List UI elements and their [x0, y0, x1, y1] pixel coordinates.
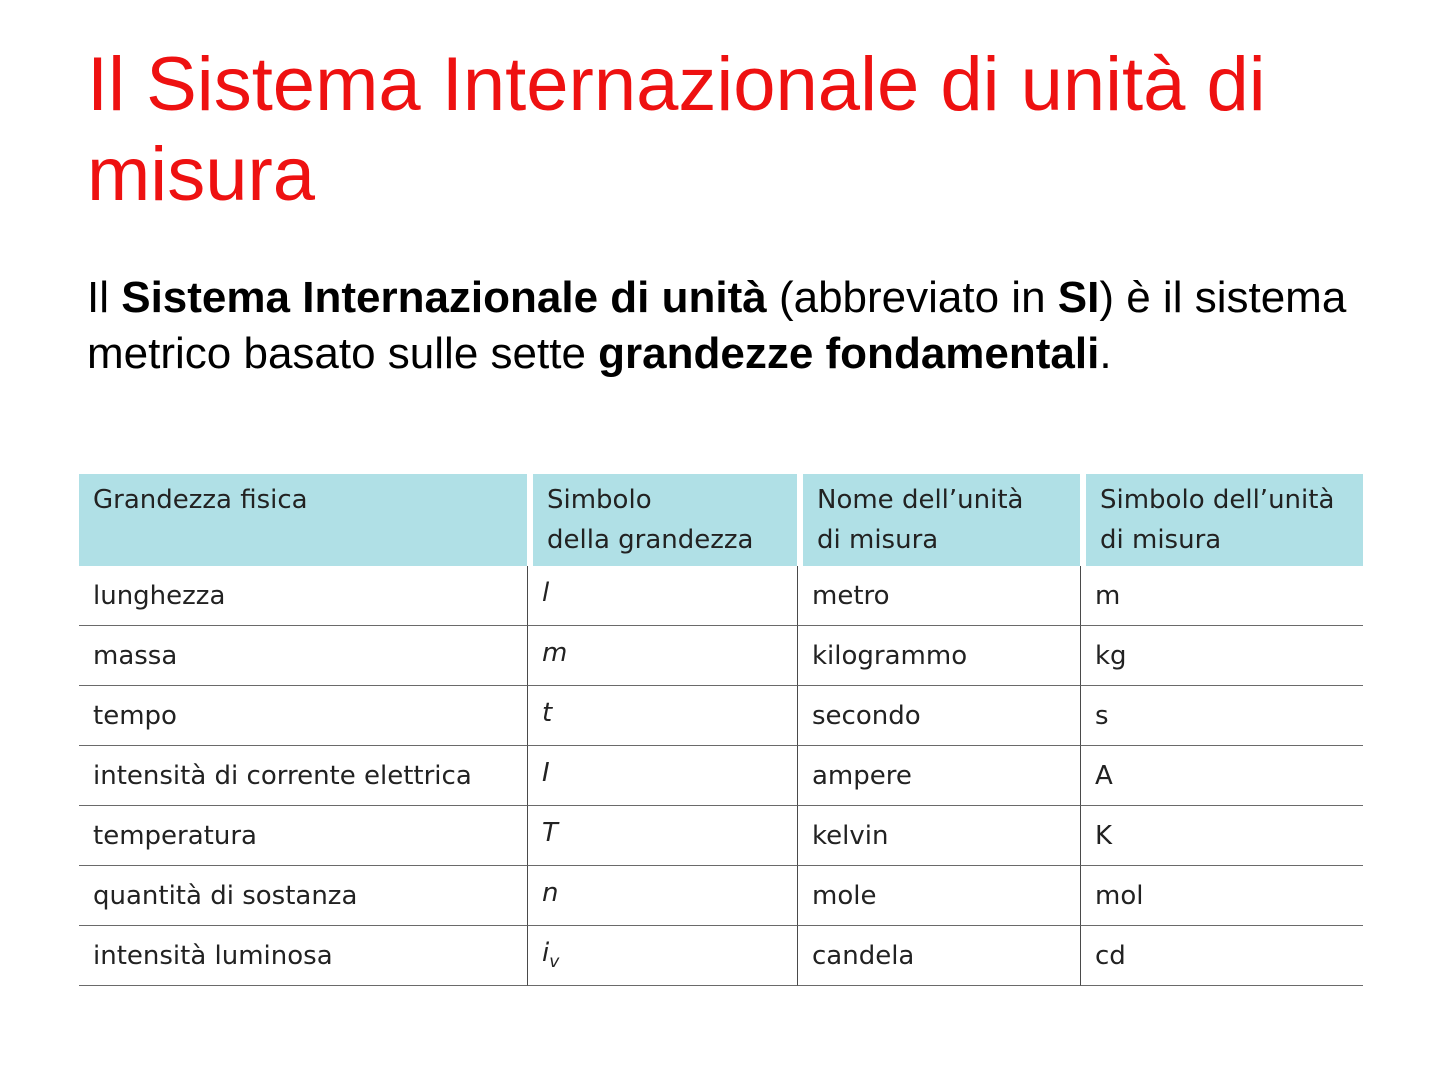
cell-symbol — [527, 926, 797, 986]
table-row — [79, 926, 1363, 986]
cell-symbol — [527, 626, 797, 686]
table-row — [79, 746, 1363, 806]
symbol-text: I — [542, 758, 550, 789]
cell-quantity: quantità di sostanza — [79, 866, 527, 926]
symbol-text: m — [542, 638, 568, 669]
intro-text: Il — [87, 273, 122, 322]
cell-unit-symbol: cd — [1080, 926, 1363, 986]
cell-unit-name: kelvin — [797, 806, 1080, 866]
cell-unit-name: candela — [797, 926, 1080, 986]
header-unit-symbol: Simbolo dell’unità di misura — [1080, 474, 1363, 566]
cell-unit-name: ampere — [797, 746, 1080, 806]
intro-bold-term: grandezze fondamentali — [598, 329, 1100, 378]
slide-title: Il Sistema Internazionale di unità di misura — [87, 42, 1266, 217]
cell-unit-symbol: m — [1080, 566, 1363, 626]
cell-symbol — [527, 806, 797, 866]
table-row — [79, 806, 1363, 866]
cell-unit-name: mole — [797, 866, 1080, 926]
cell-symbol — [527, 566, 797, 626]
header-physical-quantity: Grandezza fisica — [79, 474, 527, 566]
cell-symbol — [527, 746, 797, 806]
cell-unit-name: secondo — [797, 686, 1080, 746]
cell-unit-symbol: A — [1080, 746, 1363, 806]
cell-quantity: lunghezza — [79, 566, 527, 626]
cell-unit-symbol: mol — [1080, 866, 1363, 926]
symbol-text: t — [542, 698, 553, 729]
cell-symbol — [527, 866, 797, 926]
intro-bold-term: Sistema Internazionale di unità — [121, 273, 767, 322]
cell-quantity: massa — [79, 626, 527, 686]
si-units-table — [79, 474, 1363, 986]
cell-symbol — [527, 686, 797, 746]
cell-quantity: tempo — [79, 686, 527, 746]
cell-unit-name: kilogrammo — [797, 626, 1080, 686]
cell-unit-name: metro — [797, 566, 1080, 626]
table-header-row — [79, 474, 1363, 566]
intro-paragraph — [87, 270, 1377, 382]
symbol-text: i — [542, 938, 550, 969]
table-row — [79, 686, 1363, 746]
table-row — [79, 866, 1363, 926]
cell-unit-symbol: s — [1080, 686, 1363, 746]
header-unit-name: Nome dell’unità di misura — [797, 474, 1080, 566]
table-row — [79, 566, 1363, 626]
cell-unit-symbol: kg — [1080, 626, 1363, 686]
header-quantity-symbol: Simbolo della grandezza — [527, 474, 797, 566]
intro-text: . — [1099, 329, 1112, 378]
cell-unit-symbol: K — [1080, 806, 1363, 866]
symbol-subscript: v — [549, 952, 560, 973]
symbol-text: T — [542, 818, 558, 849]
cell-quantity: intensità di corrente elettrica — [79, 746, 527, 806]
intro-bold-abbreviation: SI — [1057, 273, 1100, 322]
symbol-text: l — [542, 578, 550, 609]
cell-quantity: temperatura — [79, 806, 527, 866]
intro-text: (abbreviato in — [766, 273, 1058, 322]
intro-text: ) è il sistema metrico basato sulle sette — [87, 273, 1347, 378]
table-row — [79, 626, 1363, 686]
symbol-text: n — [542, 878, 559, 909]
cell-quantity: intensità luminosa — [79, 926, 527, 986]
